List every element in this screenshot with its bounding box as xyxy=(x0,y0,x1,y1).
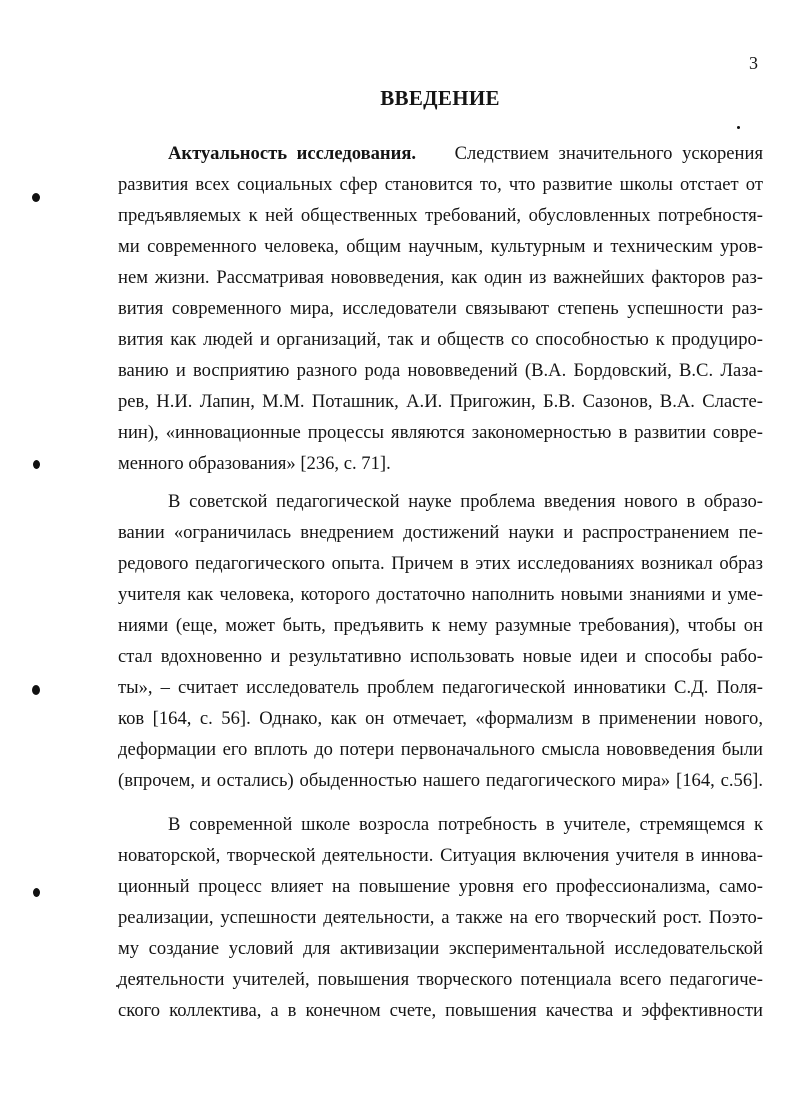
paragraph-line: ми современного человека, общим научным, культурным и техническим уров- xyxy=(118,236,763,257)
paragraph-line: В советской педагогической науке проблема введения нового в образо- xyxy=(168,491,763,512)
paragraph-line: деформации его вплоть до потери первоначального смысла нововведения были xyxy=(118,739,763,760)
paragraph-line: В современной школе возросла потребность в учителе, стремящемся к xyxy=(168,814,763,835)
paragraph-line: (впрочем, и остались) обыденностью нашего педагогического мира» [164, с.56]. xyxy=(118,770,763,791)
paragraph-line: предъявляемых к ней общественных требований, обусловленных потребностя- xyxy=(118,205,763,226)
paragraph-line: деятельности учителей, повышения творческого потенциала всего педагогиче- xyxy=(118,969,763,990)
line-text: Следствием значительного ускорения xyxy=(454,143,764,164)
section-lead: Актуальность исследования. xyxy=(168,143,417,164)
scan-mark xyxy=(33,460,40,469)
paragraph-line: развития всех социальных сфер становится то, что развитие школы отстает от xyxy=(118,174,763,195)
paragraph-line: новаторской, творческой деятельности. Ситуация включения учителя в иннова- xyxy=(118,845,763,866)
paragraph-line: реализации, успешности деятельности, а также на его творческий рост. Поэто- xyxy=(118,907,763,928)
paragraph-line: учителя как человека, которого достаточно наполнить новыми знаниями и уме- xyxy=(118,584,763,605)
paragraph-line xyxy=(168,138,763,169)
scan-mark xyxy=(32,685,40,695)
paragraph-line: ванию и восприятию разного рода нововведений (В.А. Бордовский, В.С. Лаза- xyxy=(118,360,763,381)
page-title: ВВЕДЕНИЕ xyxy=(380,86,500,110)
scan-mark xyxy=(32,193,40,202)
page-number: 3 xyxy=(749,53,758,73)
paragraph-line: нем жизни. Рассматривая нововведения, как один из важнейших факторов раз- xyxy=(118,267,763,288)
paragraph-line: менного образования» [236, с. 71]. xyxy=(118,453,391,474)
scan-mark xyxy=(33,888,40,897)
paragraph-line: рев, Н.И. Лапин, М.М. Поташник, А.И. Пригожин, Б.В. Сазонов, В.А. Сласте- xyxy=(118,391,763,412)
paragraph-line: ского коллектива, а в конечном счете, повышения качества и эффективности xyxy=(118,1000,763,1021)
paragraph-line: стал вдохновенно и результативно использовать новые идеи и способы рабо- xyxy=(118,646,763,667)
scan-mark xyxy=(116,985,118,987)
paragraph-line: ционный процесс влияет на повышение уровня его профессионализма, само- xyxy=(118,876,763,897)
paragraph-line: му создание условий для активизации экспериментальной исследовательской xyxy=(118,938,763,959)
scan-mark xyxy=(737,126,740,129)
paragraph-line: вании «ограничилась внедрением достижений науки и распространением пе- xyxy=(118,522,763,543)
paragraph-line: вития как людей и организаций, так и обществ со способностью к продуциро- xyxy=(118,329,763,350)
paragraph-line: нин), «инновационные процессы являются закономерностью в развитии совре- xyxy=(118,422,763,443)
paragraph-line: ты», – считает исследователь проблем педагогической инноватики С.Д. Поля- xyxy=(118,677,763,698)
paragraph-line: ков [164, с. 56]. Однако, как он отмечает, «формализм в применении нового, xyxy=(118,708,763,729)
paragraph-line: ниями (еще, может быть, предъявить к нему разумные требования), чтобы он xyxy=(118,615,763,636)
paragraph-line: вития современного мира, исследователи связывают степень успешности раз- xyxy=(118,298,763,319)
paragraph-line: редового педагогического опыта. Причем в этих исследованиях возникал образ xyxy=(118,553,763,574)
